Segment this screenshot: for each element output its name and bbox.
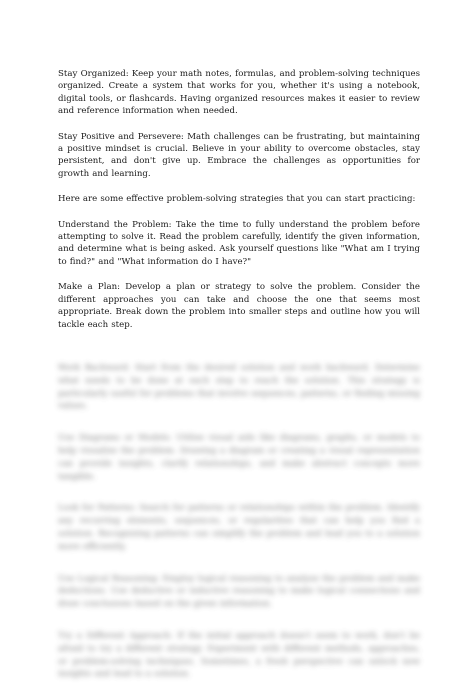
blurred-text-region [58, 361, 420, 699]
paragraph-understand-problem: Understand the Problem: Take the time to fully understand the problem before attempting to solve it. Read the problem carefully, identify the given information, and determine what is being asked. Ask yourself questions like "What am I trying to find?" and "What information do I have?" [58, 219, 420, 267]
paragraph-different-approach: Try a Different Approach: If the initial approach doesn't seem to work, don't be afraid to try a different strategy. Experiment with different methods, approaches, or problem-solving techniques. Sometimes, a fresh perspective can unlock new insights and lead to a solution. [58, 629, 420, 679]
paragraph-stay-organized: Stay Organized: Keep your math notes, formulas, and problem-solving techniques organized. Create a system that works for you, whether it's using a notebook, digital tools, or flashcards. Having organized resources makes it easier to review and reference information when needed. [58, 69, 420, 117]
visible-text-region [58, 68, 420, 344]
paragraph-use-diagrams: Use Diagrams or Models: Utilize visual aids like diagrams, graphs, or models to help visualize the problem. Drawing a diagram or creating a visual representation can provide insights, clarify relationships, and make abstract concepts more tangible. [58, 432, 420, 481]
paragraph-stay-positive: Stay Positive and Persevere: Math challenges can be frustrating, but maintaining a positive mindset is crucial. Believe in your ability to overcome obstacles, stay persistent, and don't give up. Embrace the challenges as opportunities for growth and learning. [58, 131, 420, 179]
paragraph-work-backward: Work Backward: Start from the desired solution and work backward. Determine what needs to be done at each step to reach the solution. This strategy is particularly useful for problems that involve sequences, patterns, or finding missing values. [58, 362, 420, 411]
paragraph-make-plan: Make a Plan: Develop a plan or strategy to solve the problem. Consider the different approaches you can take and choose the one that seems most appropriate. Break down the problem into smaller steps and outline how you will tackle each step. [58, 282, 420, 330]
paragraph-strategies-intro: Here are some effective problem-solving strategies that you can start practicing: [58, 194, 416, 205]
paragraph-logical-reasoning: Use Logical Reasoning: Employ logical reasoning to analyze the problem and make deductions. Use deductive or inductive reasoning to make logical connections and draw conclusions based on the given information. [58, 572, 420, 609]
paragraph-look-patterns: Look for Patterns: Search for patterns or relationships within the problem. Identify any recurring elements, sequences, or regularities that can help you find a solution. Recognizing patterns can simplify the problem and lead you to a solution more efficiently. [58, 502, 420, 551]
